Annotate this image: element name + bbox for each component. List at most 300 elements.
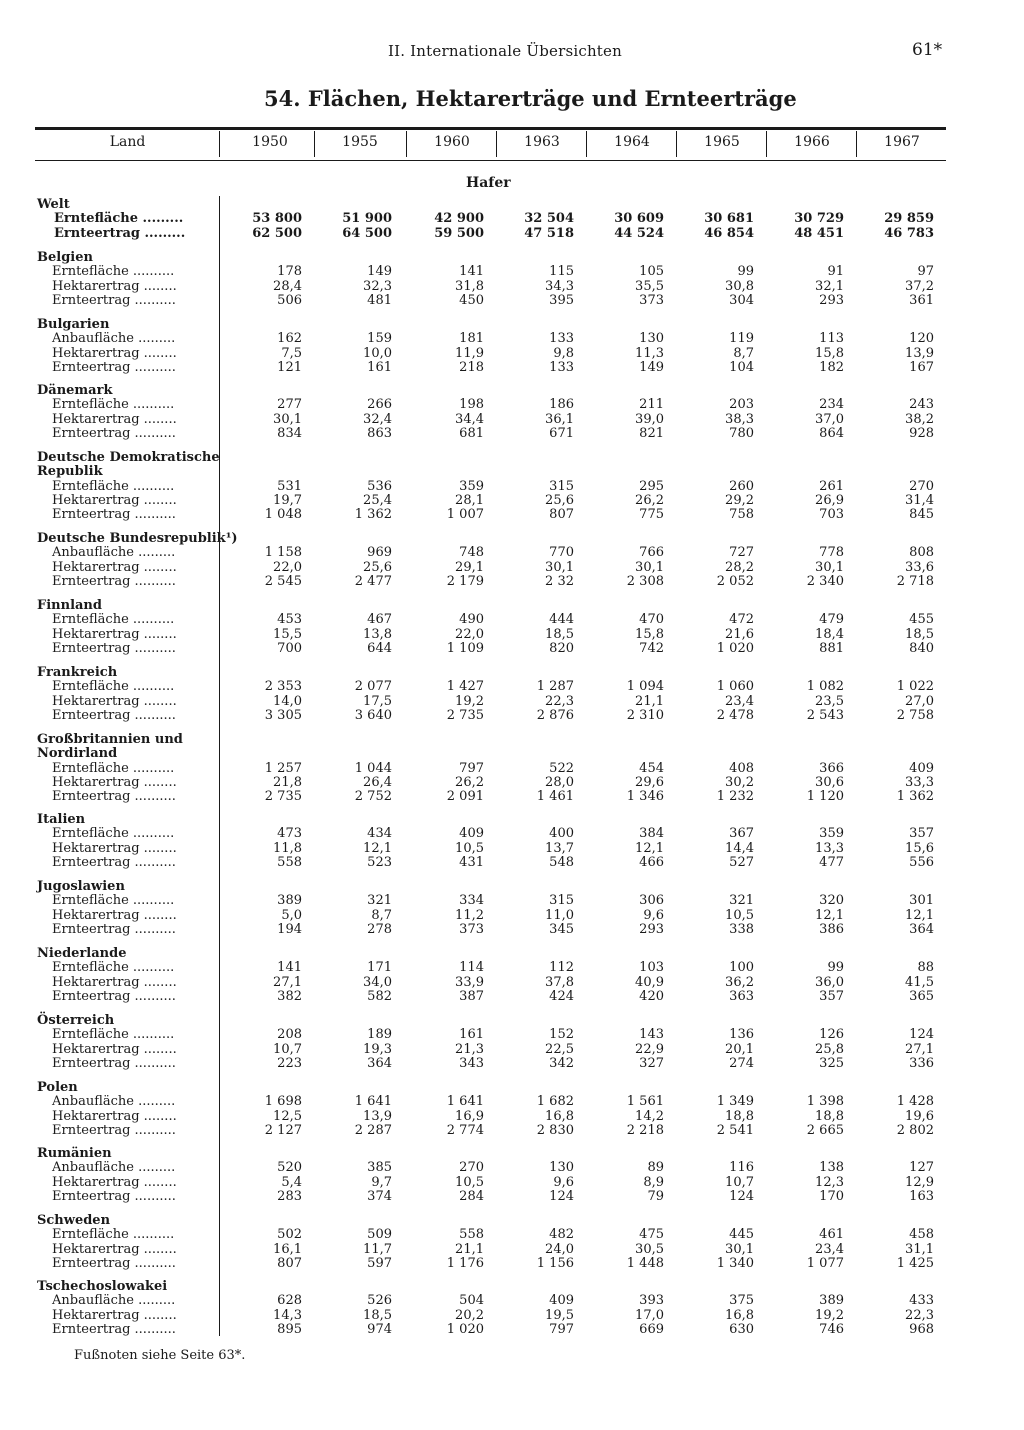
table-cell: 15,5 [273, 626, 302, 642]
table-cell: 472 [729, 612, 754, 628]
table-cell: 928 [909, 425, 934, 441]
table-cell: 382 [277, 988, 302, 1004]
table-cell: 2 340 [806, 573, 844, 589]
table-cell: 1 022 [896, 679, 934, 695]
table-cell: 18,8 [815, 1108, 844, 1124]
table-cell: 461 [819, 1227, 844, 1243]
table-cell: 558 [459, 1227, 484, 1243]
table-cell: 88 [917, 960, 934, 976]
table-cell: 133 [549, 331, 574, 347]
table-cell: 18,5 [363, 1307, 392, 1323]
row-label: Hektarertrag ........ [52, 345, 177, 361]
table-cell: 9,6 [553, 1174, 574, 1190]
table-cell: 20,2 [455, 1307, 484, 1323]
column-header-year: 1967 [884, 134, 920, 150]
table-cell: 13,3 [815, 840, 844, 856]
table-cell: 124 [909, 1027, 934, 1043]
table-cell: 2 052 [716, 573, 754, 589]
table-cell: 2 541 [716, 1122, 754, 1138]
table-cell: 770 [549, 545, 574, 561]
table-cell: 33,6 [905, 559, 934, 575]
table-cell: 161 [459, 1027, 484, 1043]
table-cell: 270 [909, 478, 934, 494]
table-cell: 409 [459, 826, 484, 842]
table-cell: 295 [639, 478, 664, 494]
table-cell: 409 [909, 760, 934, 776]
table-cell: 481 [367, 292, 392, 308]
table-cell: 284 [459, 1188, 484, 1204]
table-cell: 1 346 [626, 789, 664, 805]
table-cell: 103 [639, 960, 664, 976]
column-divider [496, 131, 497, 157]
row-label: Anbaufläche ......... [52, 331, 176, 347]
table-cell: 25,4 [363, 492, 392, 508]
table-cell: 455 [909, 612, 934, 628]
column-header-year: 1966 [794, 134, 830, 150]
table-cell: 386 [819, 921, 844, 937]
column-divider [314, 131, 315, 157]
table-cell: 141 [277, 960, 302, 976]
table-cell: 182 [819, 359, 844, 375]
table-cell: 453 [277, 612, 302, 628]
table-cell: 454 [639, 760, 664, 776]
table-cell: 301 [909, 893, 934, 909]
table-cell: 2 32 [545, 573, 574, 589]
country-name: Niederlande [37, 946, 127, 961]
row-label: Ernteertrag .......... [52, 1055, 176, 1071]
table-cell: 5,0 [281, 907, 302, 923]
table-cell: 27,1 [905, 1041, 934, 1057]
table-cell: 343 [459, 1055, 484, 1071]
table-cell: 531 [277, 478, 302, 494]
table-cell: 364 [367, 1055, 392, 1071]
table-cell: 10,0 [363, 345, 392, 361]
table-cell: 504 [459, 1293, 484, 1309]
table-cell: 293 [819, 292, 844, 308]
table-cell: 840 [909, 640, 934, 656]
table-cell: 466 [639, 854, 664, 870]
table-cell: 161 [367, 359, 392, 375]
row-label: Ernteertrag .......... [52, 1255, 176, 1271]
table-cell: 1 461 [536, 789, 574, 805]
table-cell: 845 [909, 507, 934, 523]
table-cell: 11,9 [455, 345, 484, 361]
row-label: Hektarertrag ........ [52, 1307, 177, 1323]
table-cell: 1 398 [806, 1094, 844, 1110]
table-top-rule [35, 127, 946, 130]
table-cell: 2 752 [354, 789, 392, 805]
row-label: Erntefläche .......... [52, 1027, 175, 1043]
table-cell: 9,6 [643, 907, 664, 923]
table-cell: 38,3 [725, 411, 754, 427]
table-cell: 445 [729, 1227, 754, 1243]
table-cell: 387 [459, 988, 484, 1004]
table-cell: 458 [909, 1227, 934, 1243]
table-cell: 99 [827, 960, 844, 976]
table-cell: 22,3 [905, 1307, 934, 1323]
country-name: Österreich [37, 1013, 115, 1028]
table-cell: 100 [729, 960, 754, 976]
table-cell: 105 [639, 264, 664, 280]
table-cell: 582 [367, 988, 392, 1004]
table-cell: 274 [729, 1055, 754, 1071]
table-cell: 25,6 [363, 559, 392, 575]
table-cell: 18,5 [905, 626, 934, 642]
table-cell: 21,1 [635, 693, 664, 709]
table-cell: 644 [367, 640, 392, 656]
table-cell: 556 [909, 854, 934, 870]
table-cell: 15,8 [635, 626, 664, 642]
table-cell: 59 500 [434, 225, 484, 241]
column-divider [406, 131, 407, 157]
row-label: Ernteertrag ......... [54, 225, 186, 241]
page-number: 61* [912, 40, 943, 60]
table-cell: 12,1 [815, 907, 844, 923]
row-label: Hektarertrag ........ [52, 1174, 177, 1190]
table-cell: 2 127 [264, 1122, 302, 1138]
table-cell: 26,2 [635, 492, 664, 508]
table-cell: 20,1 [725, 1041, 754, 1057]
table-cell: 321 [729, 893, 754, 909]
country-name: Tschechoslowakei [37, 1279, 168, 1294]
table-cell: 114 [459, 960, 484, 976]
table-cell: 31,8 [455, 278, 484, 294]
table-cell: 23,4 [815, 1241, 844, 1257]
row-label: Erntefläche .......... [52, 893, 175, 909]
table-cell: 357 [819, 988, 844, 1004]
row-label: Ernteertrag .......... [52, 854, 176, 870]
table-cell: 19,3 [363, 1041, 392, 1057]
table-cell: 51 900 [342, 211, 392, 227]
table-cell: 119 [729, 331, 754, 347]
table-cell: 808 [909, 545, 934, 561]
table-cell: 12,5 [273, 1108, 302, 1124]
table-cell: 30,1 [545, 559, 574, 575]
table-cell: 30 609 [614, 211, 664, 227]
column-header-year: 1955 [342, 134, 378, 150]
table-cell: 681 [459, 425, 484, 441]
table-cell: 2 353 [264, 679, 302, 695]
country-name: Welt [37, 197, 70, 212]
table-cell: 1 428 [896, 1094, 934, 1110]
table-cell: 703 [819, 507, 844, 523]
table-cell: 2 091 [446, 789, 484, 805]
table-cell: 864 [819, 425, 844, 441]
table-cell: 2 545 [264, 573, 302, 589]
table-cell: 420 [639, 988, 664, 1004]
table-cell: 450 [459, 292, 484, 308]
table-cell: 11,0 [545, 907, 574, 923]
table-cell: 2 077 [354, 679, 392, 695]
table-cell: 44 524 [614, 225, 664, 241]
table-cell: 424 [549, 988, 574, 1004]
table-cell: 467 [367, 612, 392, 628]
table-cell: 520 [277, 1160, 302, 1176]
table-cell: 29 859 [884, 211, 934, 227]
table-cell: 385 [367, 1160, 392, 1176]
table-cell: 2 735 [264, 789, 302, 805]
table-cell: 19,5 [545, 1307, 574, 1323]
table-cell: 270 [459, 1160, 484, 1176]
table-cell: 327 [639, 1055, 664, 1071]
table-cell: 33,3 [905, 774, 934, 790]
table-cell: 30,1 [273, 411, 302, 427]
table-cell: 28,4 [273, 278, 302, 294]
table-cell: 431 [459, 854, 484, 870]
table-cell: 384 [639, 826, 664, 842]
table-cell: 746 [819, 1321, 844, 1337]
table-cell: 671 [549, 425, 574, 441]
table-cell: 536 [367, 478, 392, 494]
table-cell: 211 [639, 397, 664, 413]
table-cell: 39,0 [635, 411, 664, 427]
table-cell: 1 232 [716, 789, 754, 805]
table-cell: 895 [277, 1321, 302, 1337]
table-cell: 34,0 [363, 974, 392, 990]
table-cell: 2 310 [626, 707, 664, 723]
row-label: Anbaufläche ......... [52, 1293, 176, 1309]
table-cell: 11,7 [363, 1241, 392, 1257]
table-cell: 36,2 [725, 974, 754, 990]
table-cell: 181 [459, 331, 484, 347]
table-cell: 11,3 [635, 345, 664, 361]
table-cell: 548 [549, 854, 574, 870]
table-cell: 260 [729, 478, 754, 494]
table-cell: 1 340 [716, 1255, 754, 1271]
table-cell: 2 830 [536, 1122, 574, 1138]
country-name: Schweden [37, 1213, 111, 1228]
table-cell: 1 120 [806, 789, 844, 805]
table-cell: 2 218 [626, 1122, 664, 1138]
table-cell: 338 [729, 921, 754, 937]
table-cell: 12,3 [815, 1174, 844, 1190]
table-cell: 133 [549, 359, 574, 375]
table-cell: 24,0 [545, 1241, 574, 1257]
table-cell: 16,8 [725, 1307, 754, 1323]
table-cell: 2 735 [446, 707, 484, 723]
table-cell: 37,8 [545, 974, 574, 990]
table-cell: 30,5 [635, 1241, 664, 1257]
table-cell: 12,1 [635, 840, 664, 856]
table-cell: 198 [459, 397, 484, 413]
table-cell: 2 179 [446, 573, 484, 589]
row-label: Anbaufläche ......... [52, 1160, 176, 1176]
row-label: Hektarertrag ........ [52, 974, 177, 990]
table-cell: 17,5 [363, 693, 392, 709]
table-cell: 15,8 [815, 345, 844, 361]
table-cell: 189 [367, 1027, 392, 1043]
table-cell: 881 [819, 640, 844, 656]
table-cell: 23,5 [815, 693, 844, 709]
table-cell: 99 [737, 264, 754, 280]
table-cell: 2 543 [806, 707, 844, 723]
table-cell: 30,2 [725, 774, 754, 790]
table-cell: 1 561 [626, 1094, 664, 1110]
table-cell: 208 [277, 1027, 302, 1043]
table-cell: 14,4 [725, 840, 754, 856]
table-cell: 775 [639, 507, 664, 523]
table-cell: 170 [819, 1188, 844, 1204]
row-label: Hektarertrag ........ [52, 626, 177, 642]
table-cell: 32,1 [815, 278, 844, 294]
table-cell: 8,7 [371, 907, 392, 923]
table-cell: 477 [819, 854, 844, 870]
table-cell: 2 876 [536, 707, 574, 723]
table-cell: 1 048 [264, 507, 302, 523]
table-cell: 527 [729, 854, 754, 870]
table-cell: 2 308 [626, 573, 664, 589]
table-cell: 490 [459, 612, 484, 628]
table-cell: 91 [827, 264, 844, 280]
table-cell: 1 362 [896, 789, 934, 805]
table-cell: 1 077 [806, 1255, 844, 1271]
column-divider [676, 131, 677, 157]
table-cell: 797 [549, 1321, 574, 1337]
table-cell: 46 854 [704, 225, 754, 241]
country-name: Dänemark [37, 383, 113, 398]
table-cell: 30,1 [725, 1241, 754, 1257]
table-cell: 1 007 [446, 507, 484, 523]
table-cell: 365 [909, 988, 934, 1004]
row-label: Ernteertrag .......... [52, 707, 176, 723]
table-cell: 46 783 [884, 225, 934, 241]
table-cell: 479 [819, 612, 844, 628]
row-label: Ernteertrag .......... [52, 1321, 176, 1337]
footnote: Fußnoten siehe Seite 63*. [74, 1348, 246, 1363]
table-cell: 13,9 [363, 1108, 392, 1124]
row-label: Erntefläche ......... [54, 211, 184, 227]
row-label: Erntefläche .......... [52, 960, 175, 976]
row-label: Ernteertrag .......... [52, 988, 176, 1004]
table-cell: 293 [639, 921, 664, 937]
table-cell: 1 448 [626, 1255, 664, 1271]
table-cell: 48 451 [794, 225, 844, 241]
table-cell: 807 [277, 1255, 302, 1271]
table-cell: 357 [909, 826, 934, 842]
table-cell: 11,2 [455, 907, 484, 923]
table-cell: 374 [367, 1188, 392, 1204]
table-cell: 669 [639, 1321, 664, 1337]
table-cell: 9,7 [371, 1174, 392, 1190]
table-cell: 5,4 [281, 1174, 302, 1190]
table-cell: 364 [909, 921, 934, 937]
table-cell: 3 640 [354, 707, 392, 723]
table-cell: 1 060 [716, 679, 754, 695]
table-cell: 742 [639, 640, 664, 656]
table-cell: 22,3 [545, 693, 574, 709]
table-cell: 11,8 [273, 840, 302, 856]
row-label: Erntefläche .......... [52, 760, 175, 776]
table-cell: 389 [819, 1293, 844, 1309]
table-cell: 444 [549, 612, 574, 628]
table-cell: 28,2 [725, 559, 754, 575]
table-cell: 36,1 [545, 411, 574, 427]
row-label: Anbaufläche ......... [52, 545, 176, 561]
table-cell: 8,7 [733, 345, 754, 361]
table-cell: 30 729 [794, 211, 844, 227]
table-cell: 367 [729, 826, 754, 842]
country-name: Nordirland [37, 746, 118, 762]
table-cell: 126 [819, 1027, 844, 1043]
table-cell: 526 [367, 1293, 392, 1309]
table-cell: 2 478 [716, 707, 754, 723]
row-label: Erntefläche .......... [52, 1227, 175, 1243]
table-cell: 30,1 [815, 559, 844, 575]
table-cell: 409 [549, 1293, 574, 1309]
table-cell: 34,4 [455, 411, 484, 427]
table-cell: 97 [917, 264, 934, 280]
table-cell: 10,5 [455, 840, 484, 856]
table-cell: 807 [549, 507, 574, 523]
table-cell: 143 [639, 1027, 664, 1043]
table-cell: 2 287 [354, 1122, 392, 1138]
table-cell: 1 020 [446, 1321, 484, 1337]
table-cell: 194 [277, 921, 302, 937]
table-cell: 1 156 [536, 1255, 574, 1271]
table-cell: 149 [367, 264, 392, 280]
table-cell: 758 [729, 507, 754, 523]
row-label: Erntefläche .......... [52, 679, 175, 695]
table-cell: 38,2 [905, 411, 934, 427]
table-cell: 40,9 [635, 974, 664, 990]
row-label: Erntefläche .......... [52, 478, 175, 494]
row-label: Hektarertrag ........ [52, 1041, 177, 1057]
table-cell: 2 718 [896, 573, 934, 589]
table-cell: 120 [909, 331, 934, 347]
column-divider [219, 131, 220, 157]
table-cell: 16,1 [273, 1241, 302, 1257]
table-cell: 820 [549, 640, 574, 656]
table-cell: 325 [819, 1055, 844, 1071]
table-cell: 19,7 [273, 492, 302, 508]
row-label: Ernteertrag .......... [52, 789, 176, 805]
table-cell: 1 641 [446, 1094, 484, 1110]
table-cell: 359 [819, 826, 844, 842]
table-cell: 522 [549, 760, 574, 776]
table-cell: 778 [819, 545, 844, 561]
table-cell: 628 [277, 1293, 302, 1309]
table-cell: 62 500 [252, 225, 302, 241]
table-cell: 28,1 [455, 492, 484, 508]
table-cell: 342 [549, 1055, 574, 1071]
table-cell: 12,1 [905, 907, 934, 923]
row-label: Erntefläche .......... [52, 264, 175, 280]
table-cell: 12,1 [363, 840, 392, 856]
table-cell: 159 [367, 331, 392, 347]
country-name: Finnland [37, 598, 102, 613]
table-cell: 203 [729, 397, 754, 413]
label-column-divider [219, 196, 220, 1336]
table-cell: 1 082 [806, 679, 844, 695]
table-cell: 1 682 [536, 1094, 574, 1110]
table-cell: 16,8 [545, 1108, 574, 1124]
table-cell: 127 [909, 1160, 934, 1176]
table-cell: 277 [277, 397, 302, 413]
table-cell: 797 [459, 760, 484, 776]
table-cell: 13,8 [363, 626, 392, 642]
table-cell: 15,6 [905, 840, 934, 856]
table-cell: 26,9 [815, 492, 844, 508]
table-cell: 22,5 [545, 1041, 574, 1057]
table-cell: 7,5 [281, 345, 302, 361]
table-cell: 25,6 [545, 492, 574, 508]
table-cell: 163 [909, 1188, 934, 1204]
table-cell: 162 [277, 331, 302, 347]
table-cell: 19,2 [815, 1307, 844, 1323]
table-cell: 121 [277, 359, 302, 375]
table-cell: 10,5 [725, 907, 754, 923]
table-cell: 2 774 [446, 1122, 484, 1138]
